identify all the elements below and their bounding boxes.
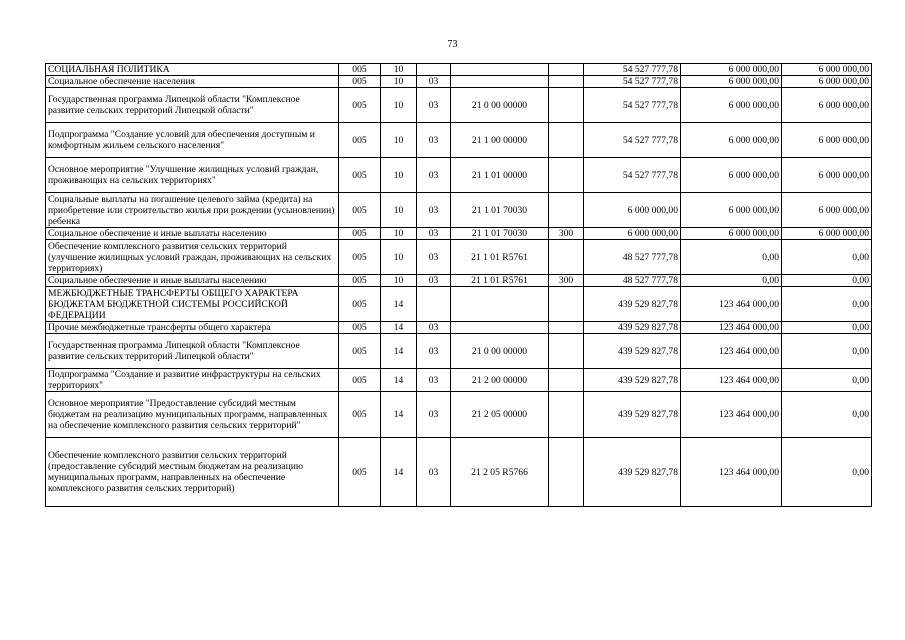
ministry-code: 005 — [339, 275, 381, 287]
expense-type — [549, 369, 584, 392]
expense-type — [549, 322, 584, 334]
expense-type — [549, 287, 584, 322]
table-row — [46, 287, 872, 322]
section-code: 10 — [381, 228, 417, 240]
section-code: 10 — [381, 158, 417, 193]
target-article: 21 1 01 R5761 — [451, 240, 549, 275]
amount-year-3: 6 000 000,00 — [782, 76, 872, 88]
table-row — [46, 228, 872, 240]
ministry-code: 005 — [339, 392, 381, 438]
amount-year-3: 6 000 000,00 — [782, 123, 872, 158]
subsection-code: 03 — [417, 369, 451, 392]
expense-type — [549, 64, 584, 76]
row-name: СОЦИАЛЬНАЯ ПОЛИТИКА — [46, 64, 339, 76]
subsection-code: 03 — [417, 334, 451, 369]
table-row — [46, 123, 872, 158]
table-row — [46, 76, 872, 88]
row-name: Социальное обеспечение населения — [46, 76, 339, 88]
amount-year-3: 6 000 000,00 — [782, 88, 872, 123]
subsection-code: 03 — [417, 193, 451, 228]
target-article — [451, 287, 549, 322]
ministry-code: 005 — [339, 369, 381, 392]
page-number: 73 — [447, 39, 458, 50]
row-name: МЕЖБЮДЖЕТНЫЕ ТРАНСФЕРТЫ ОБЩЕГО ХАРАКТЕРА БЮДЖЕТАМ БЮДЖЕТНОЙ СИСТЕМЫ РОССИЙСКОЙ ФЕДЕРАЦИИ — [46, 287, 339, 322]
target-article: 21 1 00 00000 — [451, 123, 549, 158]
expense-type: 300 — [549, 228, 584, 240]
target-article: 21 1 01 70030 — [451, 228, 549, 240]
section-code: 10 — [381, 76, 417, 88]
section-code: 14 — [381, 392, 417, 438]
ministry-code: 005 — [339, 76, 381, 88]
section-code: 10 — [381, 275, 417, 287]
ministry-code: 005 — [339, 64, 381, 76]
amount-year-3: 0,00 — [782, 287, 872, 322]
target-article: 21 1 01 R5761 — [451, 275, 549, 287]
amount-year-1: 54 527 777,78 — [584, 123, 681, 158]
target-article — [451, 64, 549, 76]
amount-year-3: 0,00 — [782, 392, 872, 438]
table-row — [46, 322, 872, 334]
amount-year-2: 6 000 000,00 — [681, 123, 782, 158]
table-row — [46, 64, 872, 76]
ministry-code: 005 — [339, 193, 381, 228]
amount-year-2: 6 000 000,00 — [681, 76, 782, 88]
amount-year-3: 6 000 000,00 — [782, 64, 872, 76]
row-name: Социальное обеспечение и иные выплаты населению — [46, 228, 339, 240]
row-name: Основное мероприятие "Улучшение жилищных условий граждан, проживающих на сельских территориях" — [46, 158, 339, 193]
table-row — [46, 88, 872, 123]
row-name: Социальные выплаты на погашение целевого займа (кредита) на приобретение или строительство жилья при рождении (усыновлении) ребенка — [46, 193, 339, 228]
target-article: 21 2 05 R5766 — [451, 438, 549, 507]
ministry-code: 005 — [339, 322, 381, 334]
amount-year-2: 6 000 000,00 — [681, 88, 782, 123]
subsection-code: 03 — [417, 322, 451, 334]
table-row — [46, 158, 872, 193]
amount-year-3: 6 000 000,00 — [782, 158, 872, 193]
table-row — [46, 193, 872, 228]
subsection-code: 03 — [417, 76, 451, 88]
amount-year-1: 439 529 827,78 — [584, 334, 681, 369]
amount-year-2: 123 464 000,00 — [681, 438, 782, 507]
expense-type: 300 — [549, 275, 584, 287]
amount-year-1: 439 529 827,78 — [584, 392, 681, 438]
amount-year-2: 6 000 000,00 — [681, 158, 782, 193]
amount-year-1: 439 529 827,78 — [584, 438, 681, 507]
amount-year-3: 0,00 — [782, 334, 872, 369]
amount-year-3: 0,00 — [782, 240, 872, 275]
section-code: 10 — [381, 88, 417, 123]
expense-type — [549, 193, 584, 228]
budget-table-body — [46, 64, 872, 507]
ministry-code: 005 — [339, 158, 381, 193]
amount-year-1: 439 529 827,78 — [584, 369, 681, 392]
section-code: 14 — [381, 438, 417, 507]
row-name: Государственная программа Липецкой области "Комплексное развитие сельских территорий Липецкой области" — [46, 88, 339, 123]
ministry-code: 005 — [339, 334, 381, 369]
section-code: 10 — [381, 64, 417, 76]
section-code: 14 — [381, 322, 417, 334]
budget-table — [45, 63, 872, 507]
section-code: 10 — [381, 240, 417, 275]
amount-year-3: 0,00 — [782, 322, 872, 334]
ministry-code: 005 — [339, 88, 381, 123]
expense-type — [549, 123, 584, 158]
subsection-code: 03 — [417, 275, 451, 287]
table-row — [46, 438, 872, 507]
expense-type — [549, 392, 584, 438]
subsection-code: 03 — [417, 240, 451, 275]
target-article: 21 0 00 00000 — [451, 334, 549, 369]
section-code: 10 — [381, 123, 417, 158]
row-name: Обеспечение комплексного развития сельских территорий (предоставление субсидий местным бюджетам на реализацию муниципальных программ, направленных на обеспечение комплексного развития сельских территорий) — [46, 438, 339, 507]
target-article — [451, 322, 549, 334]
expense-type — [549, 88, 584, 123]
expense-type — [549, 438, 584, 507]
amount-year-2: 6 000 000,00 — [681, 64, 782, 76]
ministry-code: 005 — [339, 287, 381, 322]
amount-year-1: 54 527 777,78 — [584, 88, 681, 123]
amount-year-1: 48 527 777,78 — [584, 275, 681, 287]
amount-year-1: 48 527 777,78 — [584, 240, 681, 275]
amount-year-3: 6 000 000,00 — [782, 193, 872, 228]
amount-year-1: 439 529 827,78 — [584, 287, 681, 322]
subsection-code: 03 — [417, 438, 451, 507]
target-article: 21 2 05 00000 — [451, 392, 549, 438]
table-row — [46, 334, 872, 369]
ministry-code: 005 — [339, 228, 381, 240]
subsection-code: 03 — [417, 392, 451, 438]
row-name: Основное мероприятие "Предоставление субсидий местным бюджетам на реализацию муниципальных программ, направленных на обеспечение комплексного развития сельских территорий" — [46, 392, 339, 438]
amount-year-2: 0,00 — [681, 240, 782, 275]
amount-year-1: 439 529 827,78 — [584, 322, 681, 334]
amount-year-2: 0,00 — [681, 275, 782, 287]
table-row — [46, 275, 872, 287]
section-code: 10 — [381, 193, 417, 228]
row-name: Социальное обеспечение и иные выплаты населению — [46, 275, 339, 287]
amount-year-3: 0,00 — [782, 275, 872, 287]
section-code: 14 — [381, 287, 417, 322]
target-article: 21 0 00 00000 — [451, 88, 549, 123]
amount-year-2: 123 464 000,00 — [681, 322, 782, 334]
amount-year-2: 123 464 000,00 — [681, 334, 782, 369]
target-article: 21 1 01 70030 — [451, 193, 549, 228]
expense-type — [549, 158, 584, 193]
subsection-code: 03 — [417, 123, 451, 158]
row-name: Подпрограмма "Создание условий для обеспечения доступным и комфортным жильем сельского населения" — [46, 123, 339, 158]
subsection-code: 03 — [417, 158, 451, 193]
amount-year-1: 54 527 777,78 — [584, 158, 681, 193]
subsection-code: 03 — [417, 88, 451, 123]
amount-year-2: 123 464 000,00 — [681, 392, 782, 438]
table-row — [46, 240, 872, 275]
table-row — [46, 392, 872, 438]
amount-year-3: 0,00 — [782, 438, 872, 507]
expense-type — [549, 240, 584, 275]
amount-year-2: 6 000 000,00 — [681, 193, 782, 228]
ministry-code: 005 — [339, 123, 381, 158]
section-code: 14 — [381, 334, 417, 369]
amount-year-2: 123 464 000,00 — [681, 369, 782, 392]
row-name: Подпрограмма "Создание и развитие инфраструктуры на сельских территориях" — [46, 369, 339, 392]
amount-year-3: 0,00 — [782, 369, 872, 392]
expense-type — [549, 334, 584, 369]
table-row — [46, 369, 872, 392]
row-name: Обеспечение комплексного развития сельских территорий (улучшение жилищных условий граждан, проживающих на сельских территориях) — [46, 240, 339, 275]
target-article: 21 2 00 00000 — [451, 369, 549, 392]
target-article — [451, 76, 549, 88]
row-name: Государственная программа Липецкой области "Комплексное развитие сельских территорий Липецкой области" — [46, 334, 339, 369]
subsection-code — [417, 64, 451, 76]
ministry-code: 005 — [339, 240, 381, 275]
target-article: 21 1 01 00000 — [451, 158, 549, 193]
row-name: Прочие межбюджетные трансферты общего характера — [46, 322, 339, 334]
amount-year-2: 123 464 000,00 — [681, 287, 782, 322]
subsection-code — [417, 287, 451, 322]
amount-year-1: 54 527 777,78 — [584, 76, 681, 88]
amount-year-2: 6 000 000,00 — [681, 228, 782, 240]
amount-year-3: 6 000 000,00 — [782, 228, 872, 240]
ministry-code: 005 — [339, 438, 381, 507]
amount-year-1: 54 527 777,78 — [584, 64, 681, 76]
amount-year-1: 6 000 000,00 — [584, 193, 681, 228]
amount-year-1: 6 000 000,00 — [584, 228, 681, 240]
subsection-code: 03 — [417, 228, 451, 240]
expense-type — [549, 76, 584, 88]
section-code: 14 — [381, 369, 417, 392]
